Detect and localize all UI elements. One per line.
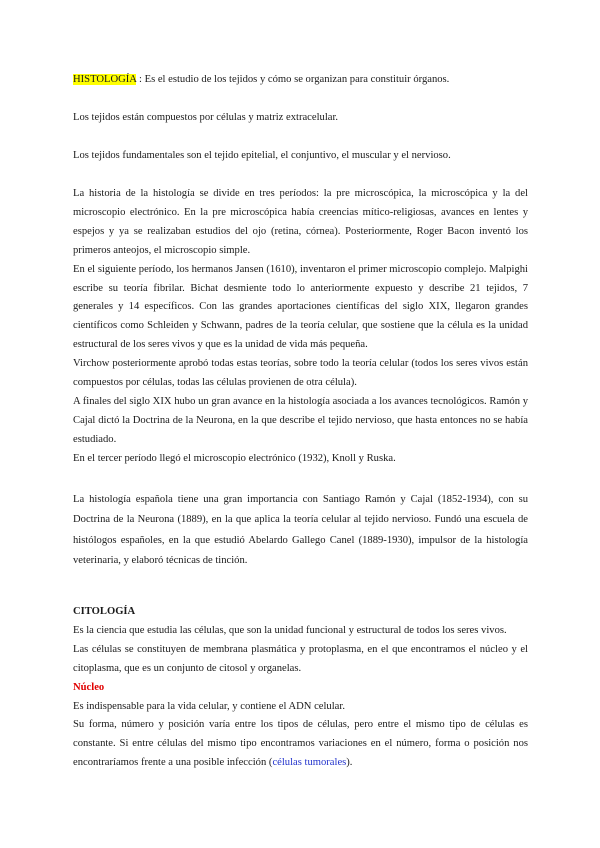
- nucleo-paragraph-2-end: ).: [346, 757, 353, 769]
- fundamental-tissues: Los tejidos fundamentales son el tejido epitelial, el conjuntivo, el muscular y el nervioso.: [73, 150, 451, 161]
- histologia-definition: [73, 70, 528, 89]
- history-paragraph-5: En el tercer período llegó el microscopio electrónico (1932), Knoll y Ruska.: [73, 452, 396, 464]
- spanish-histology-paragraph: La histología española tiene una gran importancia con Santiago Ramón y Cajal (1852-1934), con su Doctrina de la Neurona (1889), en la que aplica la teoría celular al tejido nervioso. Fundó una escuela de histólogos españoles, en la que estudió Abelardo Gallego Canel (1889-1930), impulsor de la histología veterinaria, y elaboró técnicas de tinción.: [73, 494, 528, 567]
- history-paragraph-2: En el siguiente período, los hermanos Jansen (1610), inventaron el primer microscopio complejo. Malpighi escribe su teoría fibrilar. Bichat desmiente todo lo anteriormente expuesto y describe 21 tejidos, 7 generales y 14 específicos. Con las grandes aportaciones científicas del siglo XIX, llegaron grandes científicos como Schleiden y Schwann, padres de la teoría celular, que sostiene que la célula es la unidad estructural de los seres vivos y que es la unidad de vida más pequeña.: [73, 263, 528, 351]
- citologia-section: [73, 603, 528, 773]
- citologia-paragraph-2: Las células se constituyen de membrana plasmática y protoplasma, en el que encontramos el núcleo y el citoplasma, que es un conjunto de citosol y organelas.: [73, 643, 528, 674]
- nucleo-paragraph-2: [73, 716, 528, 773]
- history-section: [73, 185, 528, 469]
- citologia-paragraph-1: Es la ciencia que estudia las células, que son la unidad funcional y estructural de todos los seres vivos.: [73, 624, 507, 636]
- nucleo-paragraph-1: Es indispensable para la vida celular, y contiene el ADN celular.: [73, 700, 345, 712]
- nucleo-paragraph-2-text: Su forma, número y posición varía entre los tipos de células, pero entre el mismo tipo de células es constante. Si entre células del mismo tipo encontramos variaciones en el número, forma o posición nos encontraríamos frente a una posible infección (: [73, 719, 528, 769]
- history-paragraph-3: Virchow posteriormente aprobó todas estas teorías, sobre todo la teoría celular (todos los seres vivos están compuestos por células, todas las células provienen de otra célula).: [73, 358, 528, 389]
- nucleo-heading: Núcleo: [73, 681, 105, 693]
- citologia-heading: CITOLOGÍA: [73, 606, 136, 617]
- tumor-cells-term: células tumorales: [272, 757, 347, 769]
- history-paragraph-1: La historia de la histología se divide en tres períodos: la pre microscópica, la microscópica y la del microscopio electrónico. En la pre microscópica había creencias mítico-religiosas, avances en lentes y espejos y ya se realizaban estudios del ojo (retina, córnea). Posteriormente, Roger Bacon inventó los primeros anteojos, el microscopio simple.: [73, 188, 528, 256]
- history-paragraph-4: A finales del siglo XIX hubo un gran avance en la histología asociada a los avances tecnológicos. Ramón y Cajal dictó la Doctrina de la Neurona, en la que describe el tejido nervioso, que hasta entonces no se había estudiado.: [73, 395, 528, 445]
- histologia-term: HISTOLOGÍA: [73, 74, 137, 85]
- tissue-composition: Los tejidos están compuestos por células y matriz extracelular.: [73, 112, 339, 123]
- histologia-definition-text: : Es el estudio de los tejidos y cómo se organizan para constituir órganos.: [136, 74, 450, 85]
